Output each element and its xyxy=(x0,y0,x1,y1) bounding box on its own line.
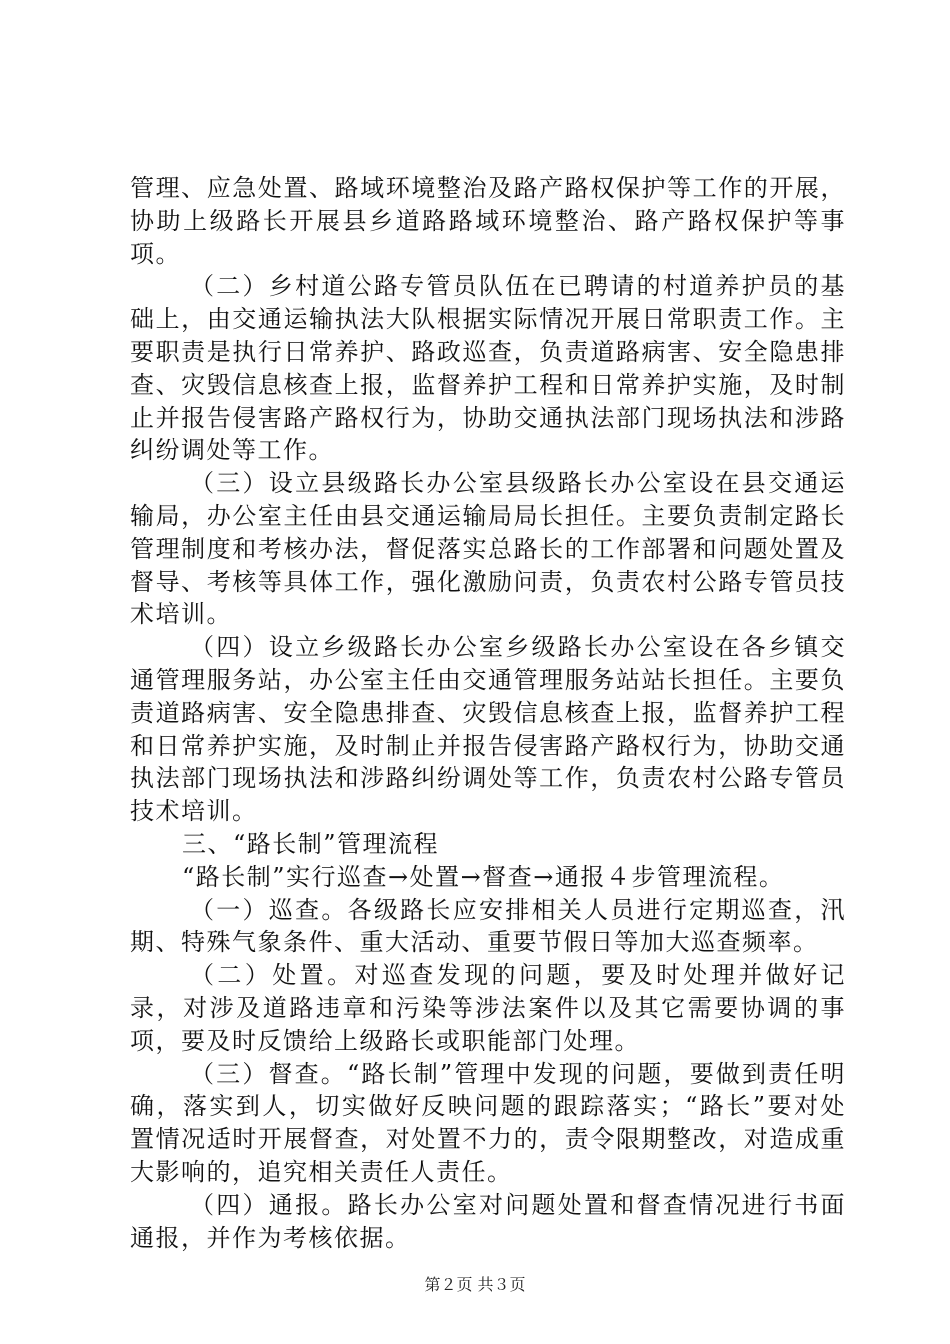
paragraph-rural-road-staff: （二）乡村道公路专管员队伍在已聘请的村道养护员的基础上，由交通运输执法大队根据实际情况开展日常职责工作。主要职责是执行日常养护、路政巡查，负责道路病害、安全隐患排查、灾毁信息核查上报，监督养护工程和日常养护实施，及时制止并报告侵害路产路权行为，协助交通执法部门现场执法和涉路纠纷调处等工作。 xyxy=(130,272,846,465)
paragraph-inspection: （一）巡查。各级路长应安排相关人员进行定期巡查，汛期、特殊气象条件、重大活动、重要节假日等加大巡查频率。 xyxy=(130,895,846,957)
paragraph-notification: （四）通报。路长办公室对问题处置和督查情况进行书面通报，并作为考核依据。 xyxy=(130,1190,846,1252)
paragraph-handling: （二）处置。对巡查发现的问题，要及时处理并做好记录，对涉及道路违章和污染等涉法案件以及其它需要协调的事项，要及时反馈给上级路长或职能部门处理。 xyxy=(130,961,846,1055)
page-number-footer: 第２页 共３页 xyxy=(424,1275,526,1294)
paragraph-continuation: 管理、应急处置、路域环境整治及路产路权保护等工作的开展，协助上级路长开展县乡道路路域环境整治、路产路权保护等事项。 xyxy=(130,174,846,268)
paragraph-process-summary: “路长制”实行巡查→处置→督查→通报４步管理流程。 xyxy=(182,862,785,891)
section-heading-process: 三、“路长制”管理流程 xyxy=(182,829,440,858)
paragraph-county-office: （三）设立县级路长办公室县级路长办公室设在县交通运输局，办公室主任由县交通运输局局长担任。主要负责制定路长管理制度和考核办法，督促落实总路长的工作部署和问题处置及督导、考核等具体工作，强化激励问责，负责农村公路专管员技术培训。 xyxy=(130,469,846,629)
paragraph-township-office: （四）设立乡级路长办公室乡级路长办公室设在各乡镇交通管理服务站，办公室主任由交通管理服务站站长担任。主要负责道路病害、安全隐患排查、灾毁信息核查上报，监督养护工程和日常养护实施，及时制止并报告侵害路产路权行为，协助交通执法部门现场执法和涉路纠纷调处等工作，负责农村公路专管员技术培训。 xyxy=(130,633,846,826)
document-body xyxy=(130,172,846,1254)
paragraph-supervision: （三）督查。“路长制”管理中发现的问题，要做到责任明确，落实到人，切实做好反映问题的跟踪落实；“路长”要对处置情况适时开展督查，对处置不力的，责令限期整改，对造成重大影响的，追究相关责任人责任。 xyxy=(130,1059,846,1186)
